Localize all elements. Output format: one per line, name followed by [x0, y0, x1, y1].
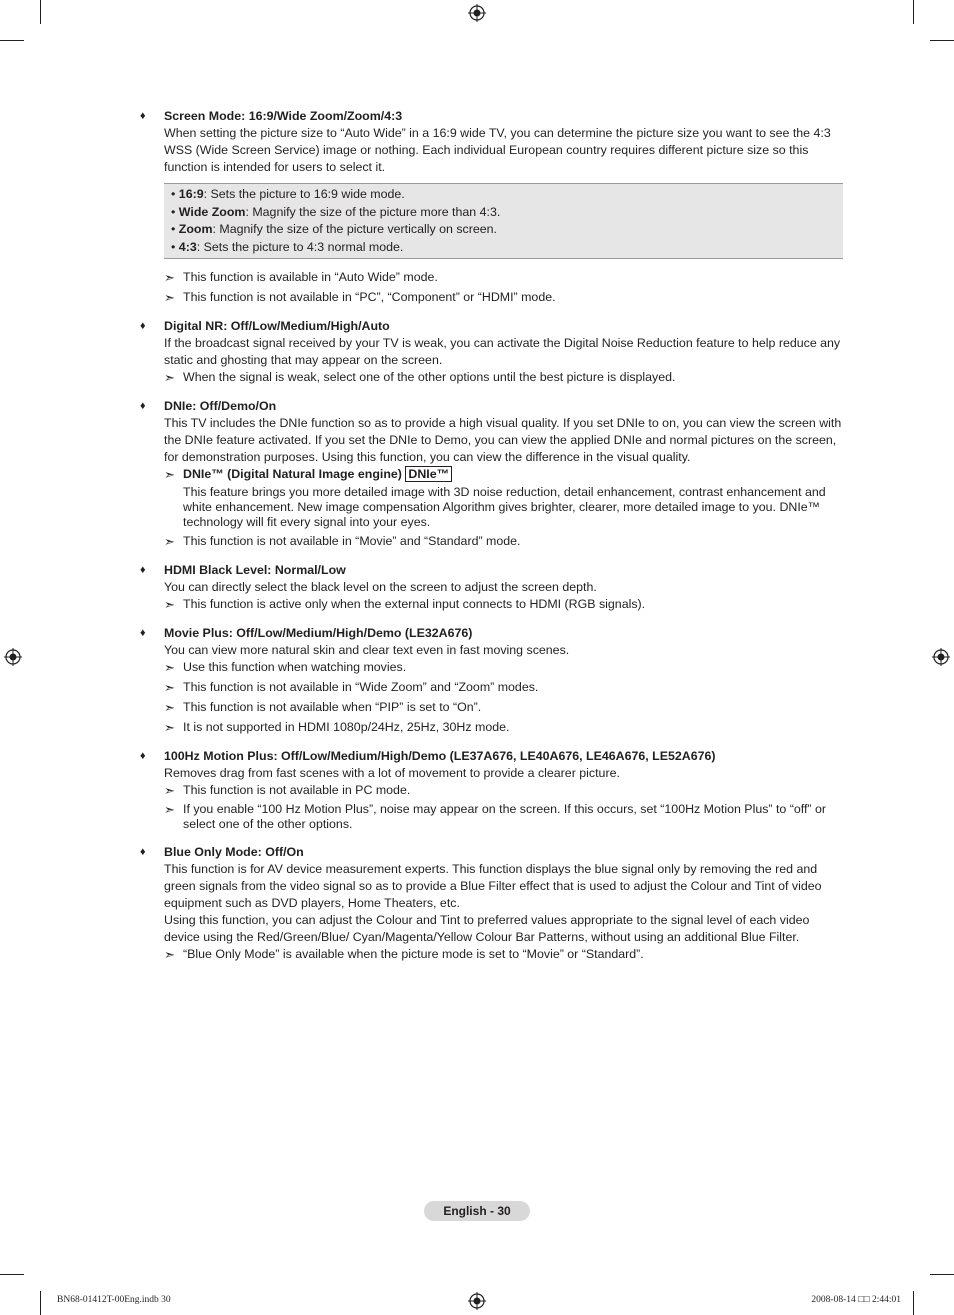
note: ➣ If you enable “100 Hz Motion Plus”, noise may appear on the screen. If this occurs, set “100Hz Motion Plus” to “off” or select one of the other options. — [164, 802, 827, 832]
diamond-bullet-icon: ♦ — [140, 400, 146, 413]
section-dnie — [140, 398, 843, 550]
section-body: This TV includes the DNIe function so as to provide a high visual quality. If you set DNIe to on, you can view the screen with the DNIe feature activated. If you set the DNIe to Demo, you can view the applied DNIe and normal pictures on the screen, for demonstration purposes. Using this function, you can view the difference in the visual quality. — [164, 416, 842, 465]
diamond-bullet-icon: ♦ — [140, 750, 146, 763]
option-item: • 16:9: Sets the picture to 16:9 wide mode. — [171, 187, 405, 201]
section-body: If the broadcast signal received by your TV is weak, you can activate the Digital Noise Reduction feature to help reduce any static and ghosting that may appear on the screen. — [164, 336, 841, 368]
note: ➣ This function is not available in “Wide Zoom” and “Zoom” modes. — [164, 680, 539, 696]
note: ➣ “Blue Only Mode” is available when the picture mode is set to “Movie” or “Standard”. — [164, 947, 644, 963]
note-arrow-icon: ➣ — [164, 534, 175, 550]
option-item: • Zoom: Magnify the size of the picture vertically on screen. — [171, 222, 497, 237]
section-hdmi-black-level — [140, 562, 843, 613]
note-arrow-icon: ➣ — [164, 802, 175, 818]
crop-mark — [0, 1274, 24, 1275]
note-title: DNIe™ (Digital Natural Image engine) — [183, 467, 402, 482]
note-arrow-icon: ➣ — [164, 680, 175, 696]
crop-mark — [40, 0, 41, 24]
section-heading: Blue Only Mode: Off/On — [164, 845, 304, 860]
crop-mark — [930, 40, 954, 41]
diamond-bullet-icon: ♦ — [140, 627, 146, 640]
note-arrow-icon: ➣ — [164, 720, 175, 736]
crop-mark — [930, 1274, 954, 1275]
section-heading: Digital NR: Off/Low/Medium/High/Auto — [164, 319, 390, 334]
registration-mark-icon — [4, 648, 22, 666]
dnie-logo-badge: DNIe™ — [405, 466, 452, 482]
note: ➣ When the signal is weak, select one of the other options until the best picture is displayed. — [164, 370, 676, 386]
note-arrow-icon: ➣ — [164, 270, 175, 286]
section-screen-mode — [140, 108, 843, 306]
section-blue-only-mode — [140, 844, 843, 963]
note-arrow-icon: ➣ — [164, 467, 175, 483]
registration-mark-icon — [468, 1292, 486, 1310]
section-body: When setting the picture size to “Auto Wide” in a 16:9 wide TV, you can determine the picture size you want to see the 4:3 WSS (Wide Screen Service) image or nothing. Each individual European country requires different picture size so this function is intended for users to select it. — [164, 126, 831, 174]
note-arrow-icon: ➣ — [164, 370, 175, 386]
section-heading: 100Hz Motion Plus: Off/Low/Medium/High/Demo (LE37A676, LE40A676, LE46A676, LE52A676) — [164, 749, 716, 764]
note-arrow-icon: ➣ — [164, 783, 175, 799]
note-dnie-engine — [164, 466, 843, 530]
print-slug-file: BN68-01412T-00Eng.indb 30 — [57, 1295, 171, 1305]
note: ➣ It is not supported in HDMI 1080p/24Hz, 25Hz, 30Hz mode. — [164, 720, 510, 736]
section-heading: Screen Mode: 16:9/Wide Zoom/Zoom/4:3 — [164, 109, 403, 123]
diamond-bullet-icon: ♦ — [140, 320, 146, 333]
note: ➣ This function is not available in “PC”, “Component” or “HDMI” mode. — [164, 290, 556, 306]
page-number-label: English - 30 — [424, 1201, 530, 1221]
note-arrow-icon: ➣ — [164, 947, 175, 963]
crop-mark — [40, 1291, 41, 1315]
diamond-bullet-icon: ♦ — [140, 846, 146, 859]
section-heading: HDMI Black Level: Normal/Low — [164, 563, 346, 578]
note: ➣ This function is active only when the external input connects to HDMI (RGB signals). — [164, 597, 646, 613]
manual-content — [140, 108, 843, 963]
section-heading: Movie Plus: Off/Low/Medium/High/Demo (LE32A676) — [164, 626, 473, 641]
section-heading: DNIe: Off/Demo/On — [164, 399, 277, 414]
option-item: • Wide Zoom: Magnify the size of the picture more than 4:3. — [171, 204, 501, 219]
section-100hz-motion-plus — [140, 748, 843, 832]
note-arrow-icon: ➣ — [164, 597, 175, 613]
note: ➣ Use this function when watching movies. — [164, 660, 407, 676]
registration-mark-icon — [468, 4, 486, 22]
options-box — [164, 183, 843, 259]
diamond-bullet-icon: ♦ — [140, 110, 146, 122]
section-digital-nr — [140, 318, 843, 386]
section-body: You can view more natural skin and clear text even in fast moving scenes. — [164, 643, 570, 658]
crop-mark — [0, 40, 24, 41]
note-text: This feature brings you more detailed image with 3D noise reduction, detail enhancement, contrast enhancement and white enhancement. New image compensation Algorithm gives brighter, clearer, more detailed image to you. DNIe™ technology will fit every signal into your eyes. — [183, 485, 826, 530]
note-arrow-icon: ➣ — [164, 700, 175, 716]
note: ➣ This function is not available in “Movie” and “Standard” mode. — [164, 534, 521, 550]
crop-mark — [913, 1291, 914, 1315]
note: ➣ This function is not available in PC mode. — [164, 783, 411, 799]
print-slug-timestamp: 2008-08-14 □□ 2:44:01 — [811, 1295, 901, 1305]
section-movie-plus — [140, 625, 843, 736]
note-arrow-icon: ➣ — [164, 660, 175, 676]
option-item: • 4:3: Sets the picture to 4:3 normal mode. — [171, 239, 404, 254]
registration-mark-icon — [932, 648, 950, 666]
note: ➣ This function is not available when “PIP” is set to “On”. — [164, 700, 482, 716]
section-body: Removes drag from fast scenes with a lot of movement to provide a clearer picture. — [164, 766, 620, 781]
crop-mark — [913, 0, 914, 24]
section-body-continued: Using this function, you can adjust the Colour and Tint to preferred values appropriate to the signal level of each video device using the Red/Green/Blue/ Cyan/Magenta/Yellow Colour Bar Patterns, without using an additional Blue Filter. — [164, 913, 810, 945]
section-body: You can directly select the black level on the screen to adjust the screen depth. — [164, 580, 597, 595]
section-body: This function is for AV device measurement experts. This function displays the blue signal only by removing the red and green signals from the video signal so as to provide a Blue Filter effect that is used to adjust the Colour and Tint of video equipment such as DVD players, Home Theaters, etc. — [164, 862, 822, 911]
diamond-bullet-icon: ♦ — [140, 564, 146, 577]
note: ➣ This function is available in “Auto Wide” mode. — [164, 270, 438, 286]
note-arrow-icon: ➣ — [164, 290, 175, 306]
